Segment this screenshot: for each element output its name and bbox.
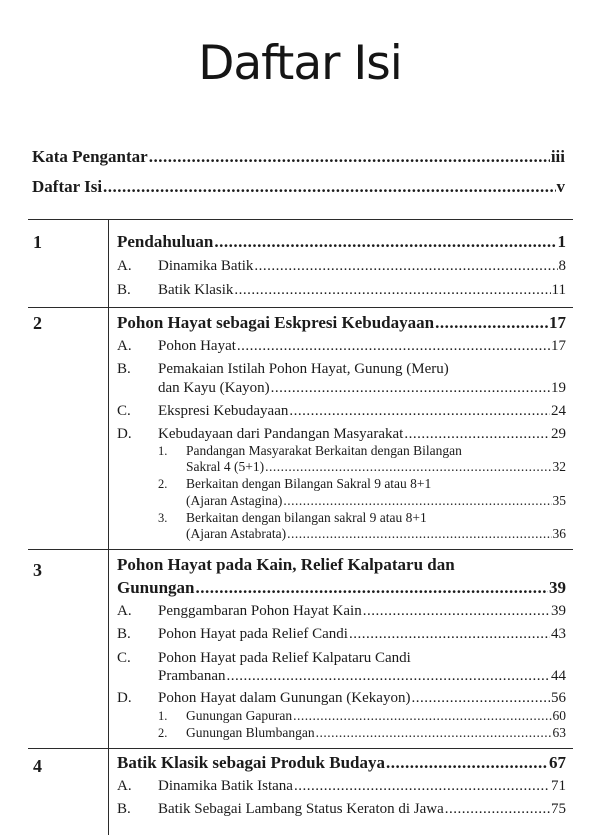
subsection-title-line1: Berkaitan dengan bilangan sakral 9 atau 8+1 [186,510,427,525]
leader-dots [293,708,551,724]
subsection-title: Gunungan Gapuran [186,708,293,723]
toc-page-number: 43 [551,626,566,642]
leader-dots [283,493,551,509]
section-title: Pohon Hayat [158,338,236,354]
toc-page-number: 39 [551,603,566,619]
section-title: Ekspresi Kebudayaan [158,403,289,419]
chapter-number: 4 [33,756,42,776]
leader-dots [149,147,550,167]
subsection-number: 3. [158,511,168,525]
chapter-title: Pendahuluan [117,232,214,251]
toc-page-number: 63 [552,725,566,740]
subsection-number: 1. [158,444,168,458]
leader-dots [271,380,550,397]
toc-section[interactable] [158,282,566,299]
section-title: Pohon Hayat pada Relief Candi [158,626,348,642]
toc-page-number: 56 [551,690,566,706]
leader-dots [435,313,548,333]
leader-dots [234,282,550,299]
section-letter: B. [117,801,131,817]
subsection-number: 1. [158,709,168,723]
subsection-title: (Ajaran Astagina) [186,493,283,508]
leader-dots [287,526,551,542]
section-title: Kebudayaan dari Pandangan Masyarakat [158,426,404,442]
column-divider [108,307,109,549]
section-letter: C. [117,403,131,419]
leader-dots [226,668,550,685]
leader-dots [289,403,550,420]
leader-dots [411,690,550,707]
section-title: dan Kayu (Kayon) [158,380,270,396]
toc-entry-text: Daftar Isi [32,177,103,196]
subsection-number: 2. [158,477,168,491]
toc-section[interactable] [158,778,566,795]
subsection-number: 2. [158,726,168,740]
toc-page-number: v [556,177,565,196]
toc-section[interactable] [158,426,566,443]
toc-page-number: 8 [558,258,566,274]
toc-page-number: 1 [557,232,566,251]
chapter-number: 3 [33,560,42,580]
toc-page-number: 71 [551,778,566,794]
toc-section[interactable] [158,668,566,685]
toc-page-number: 36 [552,526,566,541]
section-letter: D. [117,426,132,442]
toc-page-number: 19 [551,380,566,396]
section-title: Batik Klasik [158,282,234,298]
toc-chapter-4[interactable] [117,753,566,773]
column-divider [108,219,109,307]
toc-section[interactable] [158,338,566,355]
leader-dots [349,626,550,643]
toc-page-number: 32 [552,459,566,474]
section-title-line1: Pemakaian Istilah Pohon Hayat, Gunung (Meru) [158,361,449,377]
leader-dots [363,603,550,620]
section-title: Prambanan [158,668,226,684]
section-title-line1: Pohon Hayat pada Relief Kalpataru Candi [158,650,411,666]
section-title: Pohon Hayat dalam Gunungan (Kekayon) [158,690,411,706]
toc-entry-text: Kata Pengantar [32,147,148,166]
toc-chapter-1[interactable] [117,232,566,252]
leader-dots [445,801,550,818]
chapter-number: 1 [33,232,42,252]
toc-section[interactable] [158,403,566,420]
section-letter: A. [117,778,132,794]
divider [28,219,573,220]
leader-dots [404,426,550,443]
chapter-title: Gunungan [117,578,195,597]
toc-page-number: 17 [549,313,566,332]
section-title: Dinamika Batik Istana [158,778,293,794]
leader-dots [265,459,551,475]
subsection-title: (Ajaran Astabrata) [186,526,287,541]
toc-subsection[interactable] [186,526,566,542]
section-letter: A. [117,258,132,274]
section-title: Penggambaran Pohon Hayat Kain [158,603,362,619]
leader-dots [103,177,555,197]
section-letter: A. [117,338,132,354]
column-divider [108,748,109,835]
toc-entry-daftar-isi[interactable] [32,177,565,197]
toc-page-number: 35 [552,493,566,508]
divider [28,307,573,308]
subsection-title-line1: Berkaitan dengan Bilangan Sakral 9 atau 8+1 [186,476,432,491]
chapter-title-line1: Pohon Hayat pada Kain, Relief Kalpataru dan [117,555,455,574]
toc-section[interactable] [158,380,566,397]
section-letter: D. [117,690,132,706]
toc-page-number: 67 [549,753,566,772]
toc-subsection[interactable] [186,725,566,741]
leader-dots [214,232,556,252]
toc-chapter-2[interactable] [117,313,566,333]
section-letter: B. [117,282,131,298]
toc-entry-kata-pengantar[interactable] [32,147,565,167]
section-title: Batik Sebagai Lambang Status Keraton di Jawa [158,801,444,817]
chapter-title: Batik Klasik sebagai Produk Budaya [117,753,385,772]
toc-page-number: iii [550,147,565,166]
section-letter: B. [117,361,131,377]
toc-page-number: 44 [551,668,566,684]
divider [28,748,573,749]
leader-dots [254,258,557,275]
page-title: Daftar Isi [198,36,402,91]
toc-subsection[interactable] [186,459,566,475]
subsection-title: Sakral 4 (5+1) [186,459,265,474]
toc-page-number: 24 [551,403,566,419]
leader-dots [386,753,548,773]
leader-dots [316,725,552,741]
toc-page-number: 75 [551,801,566,817]
leader-dots [196,578,549,598]
leader-dots [294,778,550,795]
toc-subsection[interactable] [186,493,566,509]
subsection-title: Gunungan Blumbangan [186,725,315,740]
toc-chapter-3[interactable] [117,578,566,598]
toc-section[interactable] [158,801,566,818]
toc-section[interactable] [158,626,566,643]
section-letter: A. [117,603,132,619]
toc-subsection[interactable] [186,708,566,724]
divider [28,549,573,550]
column-divider [108,549,109,748]
section-letter: B. [117,626,131,642]
leader-dots [237,338,550,355]
section-letter: C. [117,650,131,666]
chapter-title: Pohon Hayat sebagai Eskpresi Kebudayaan [117,313,435,332]
toc-section[interactable] [158,690,566,707]
toc-page-number: 39 [549,578,566,597]
toc-page-number: 60 [552,708,566,723]
toc-section[interactable] [158,603,566,620]
toc-page-number: 29 [551,426,566,442]
section-title: Dinamika Batik [158,258,254,274]
toc-section[interactable] [158,258,566,275]
toc-page-number: 11 [551,282,566,298]
subsection-title-line1: Pandangan Masyarakat Berkaitan dengan Bilangan [186,443,462,458]
chapter-number: 2 [33,313,42,333]
toc-page-number: 17 [551,338,566,354]
